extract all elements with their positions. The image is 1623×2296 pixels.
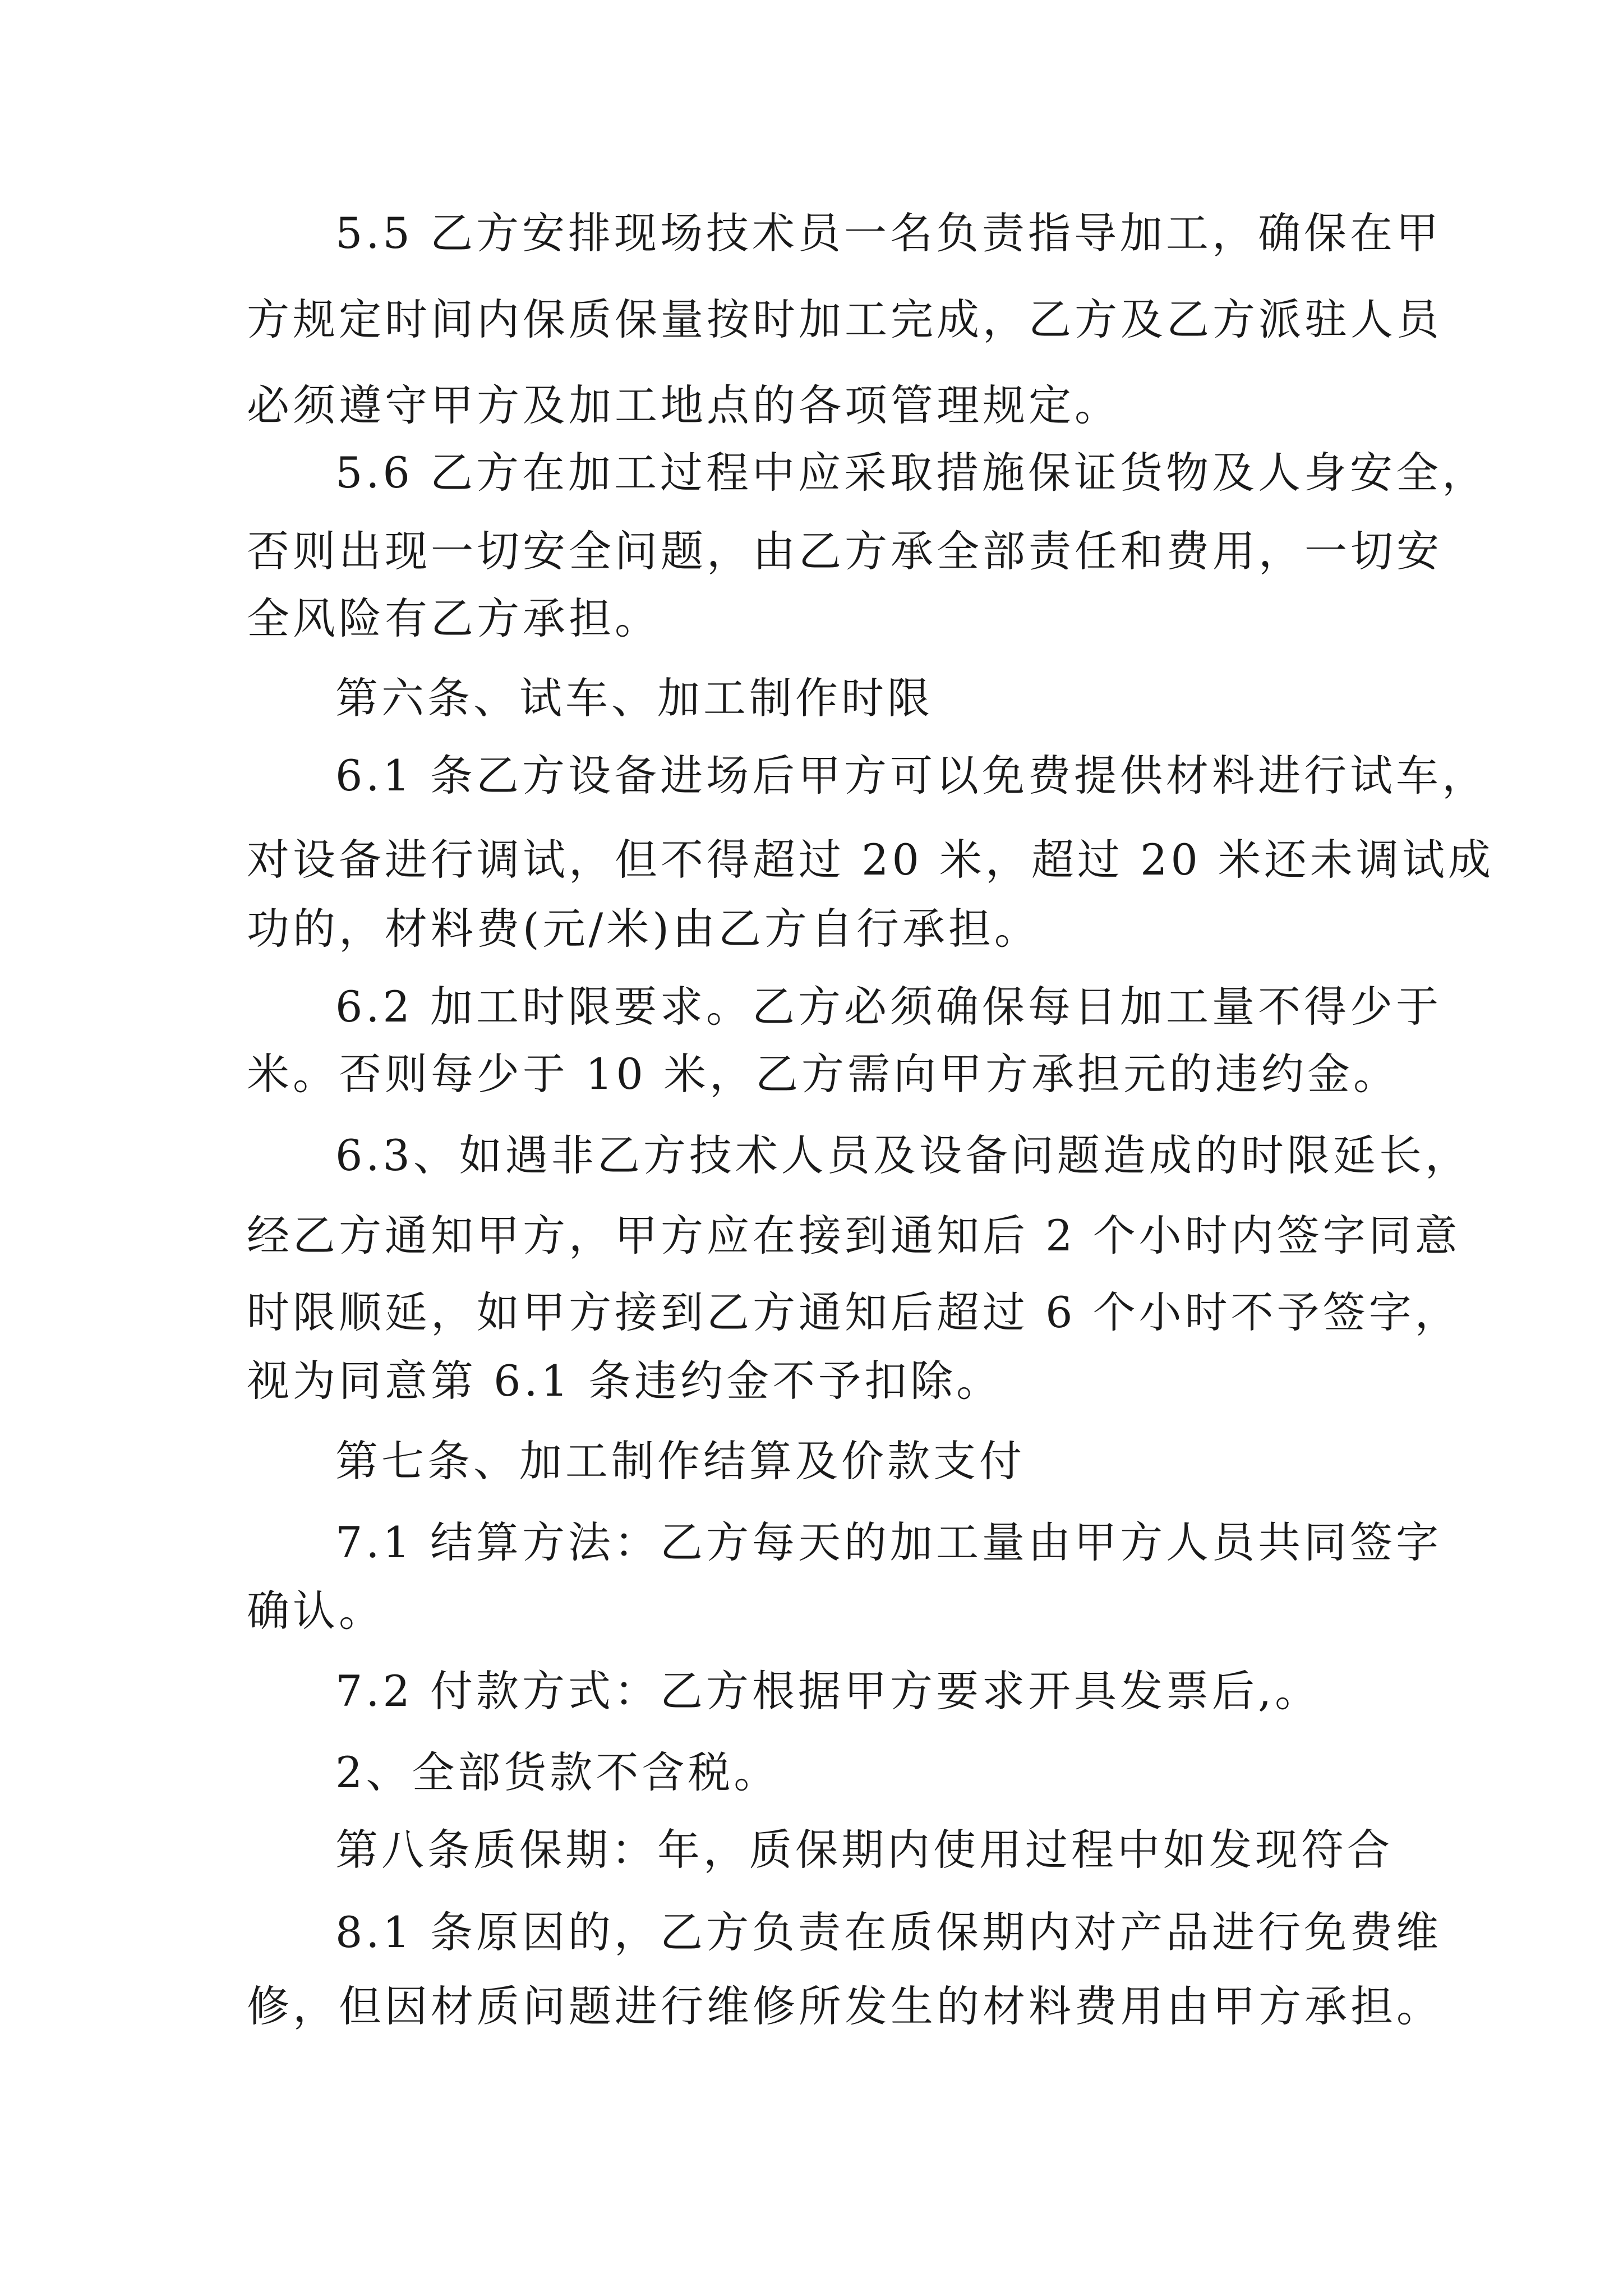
text-line: 米。否则每少于 10 米，乙方需向甲方承担元的违约金。: [247, 1049, 1400, 1099]
text-line: 6.1 条乙方设备进场后甲方可以免费提供材料进行试车，: [335, 751, 1488, 800]
text-line: 必须遵守甲方及加工地点的各项管理规定。: [247, 380, 1121, 430]
text-line: 全风险有乙方承担。: [247, 593, 661, 643]
section-heading: 第八条质保期：年，质保期内使用过程中如发现符合: [335, 1825, 1393, 1875]
text-line: 5.5 乙方安排现场技术员一名负责指导加工，确保在甲: [335, 208, 1442, 258]
text-line: 经乙方通知甲方，甲方应在接到通知后 2 个小时内签字同意: [247, 1211, 1461, 1260]
text-line: 对设备进行调试，但不得超过 20 米，超过 20 米还未调试成: [247, 835, 1495, 885]
text-line: 7.1 结算方法：乙方每天的加工量由甲方人员共同签字: [335, 1517, 1442, 1567]
text-line: 否则出现一切安全问题，由乙方承全部责任和费用，一切安: [247, 526, 1442, 576]
text-line: 8.1 条原因的，乙方负责在质保期内对产品进行免费维: [335, 1907, 1442, 1957]
text-line: 确认。: [247, 1586, 385, 1636]
text-line: 6.3、如遇非乙方技术人员及设备问题造成的时限延长，: [335, 1130, 1471, 1180]
text-line: 2、全部货款不含税。: [335, 1747, 780, 1797]
text-line: 视为同意第 6.1 条违约金不予扣除。: [247, 1356, 1003, 1406]
section-heading: 第七条、加工制作结算及价款支付: [335, 1436, 1025, 1486]
text-line: 方规定时间内保质保量按时加工完成，乙方及乙方派驻人员: [247, 295, 1442, 344]
text-line: 6.2 加工时限要求。乙方必须确保每日加工量不得少于: [335, 982, 1442, 1032]
text-line: 修，但因材质问题进行维修所发生的材料费用由甲方承担。: [247, 1981, 1442, 2031]
section-heading: 第六条、试车、加工制作时限: [335, 673, 933, 723]
text-line: 5.6 乙方在加工过程中应采取措施保证货物及人身安全，: [335, 448, 1488, 498]
text-line: 功的，材料费(元/米)由乙方自行承担。: [247, 904, 1040, 954]
text-line: 7.2 付款方式：乙方根据甲方要求开具发票后,。: [335, 1666, 1321, 1716]
text-line: 时限顺延，如甲方接到乙方通知后超过 6 个小时不予签字，: [247, 1287, 1461, 1337]
